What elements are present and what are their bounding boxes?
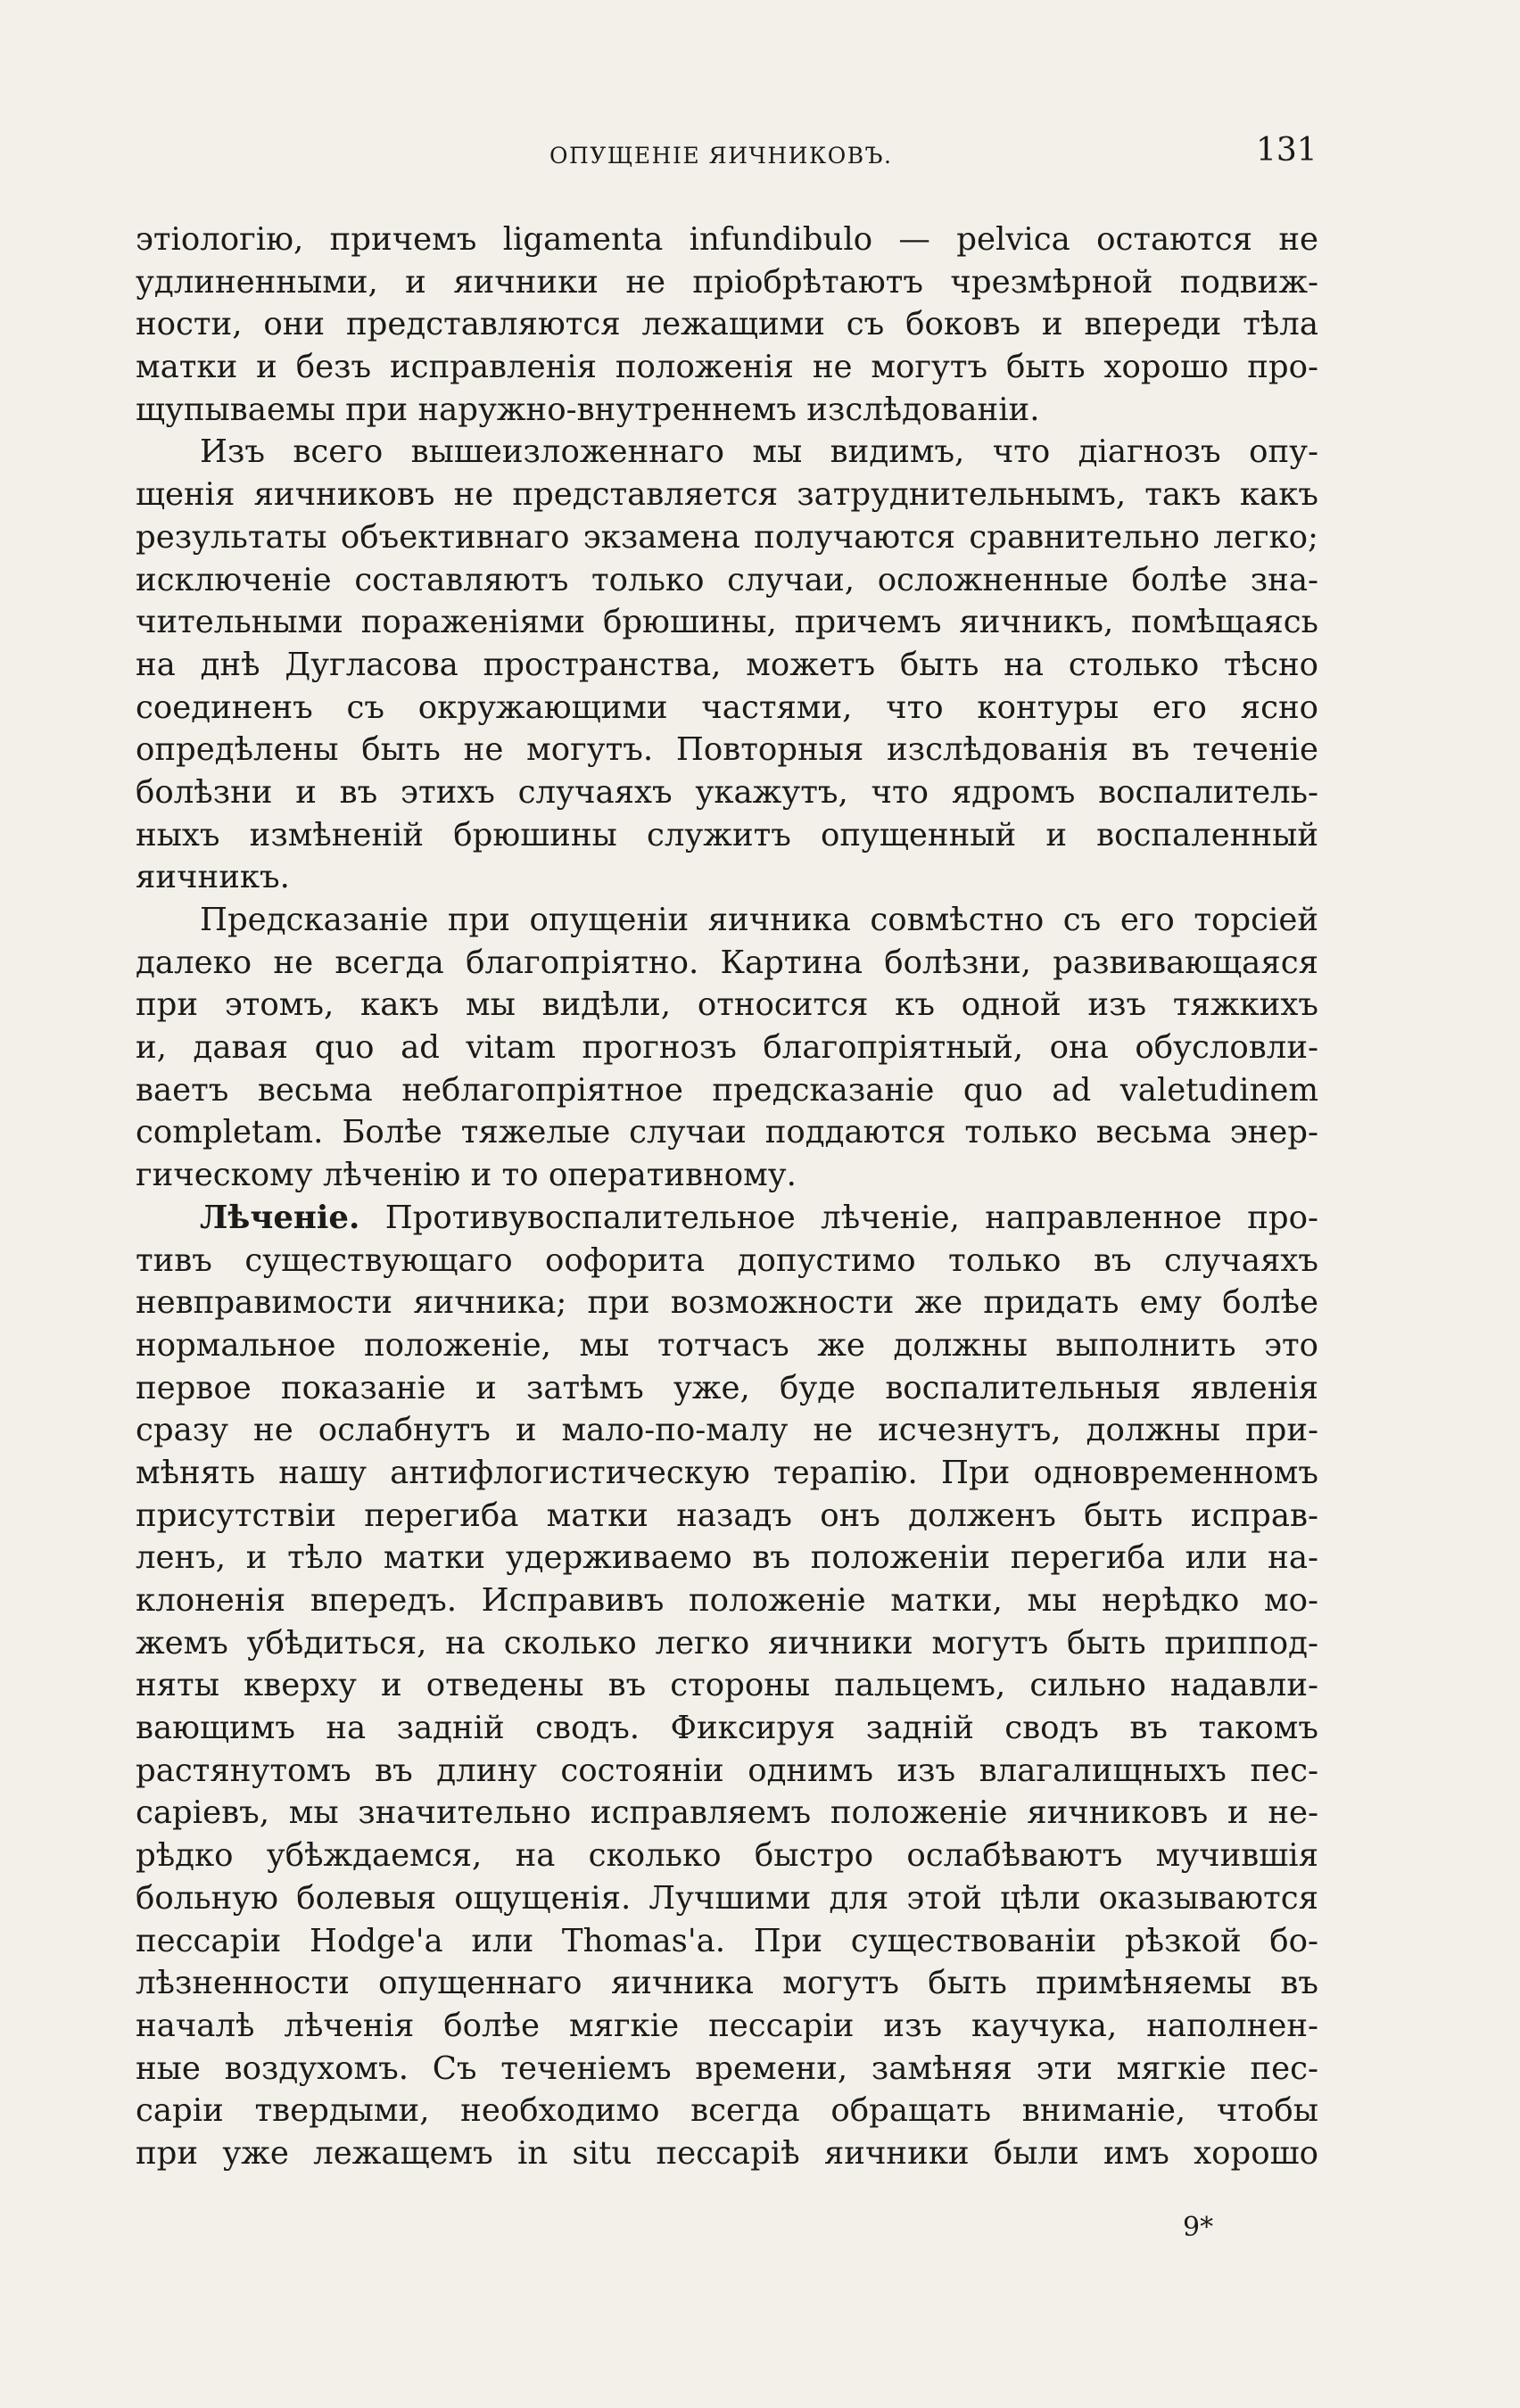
text-line: вающимъ на задній сводъ. Фиксируя задній сводъ въ такомъ	[136, 1710, 1318, 1747]
text-line: чительными пораженіями брюшины, причемъ яичникъ, помѣщаясь	[136, 604, 1318, 641]
text-line: яичникъ.	[136, 859, 290, 896]
text-line: щенія яичниковъ не представляется затруднительнымъ, такъ какъ	[136, 476, 1318, 514]
text-line: при этомъ, какъ мы видѣли, относится къ одной изъ тяжкихъ	[136, 986, 1318, 1024]
text-line: ности, они представляются лежащими съ боковъ и впереди тѣла	[136, 306, 1318, 343]
text-line: матки и безъ исправленія положенія не могутъ быть хорошо про-	[136, 349, 1318, 386]
text-line: ныхъ измѣненій брюшины служитъ опущенный и воспаленный	[136, 816, 1318, 854]
text-line: пессаріи Hodge'а или Thomas'а. При существованіи рѣзкой бо-	[136, 1922, 1318, 1959]
running-head	[0, 132, 1520, 177]
text-line: Противувоспалительное лѣченіе, направленное про-	[384, 1199, 1318, 1236]
text-line: и, давая quo ad vitam прогнозъ благопріятный, она обусловли-	[136, 1029, 1318, 1067]
text-line: ленъ, и тѣло матки удерживаемо въ положеніи перегиба или на-	[136, 1539, 1318, 1577]
text-line: саріевъ, мы значительно исправляемъ положеніе яичниковъ и не-	[136, 1794, 1318, 1832]
text-line: рѣдко убѣждаемся, на сколько быстро ослабѣваютъ мучившія	[136, 1837, 1318, 1875]
text-line: больную болевыя ощущенія. Лучшими для этой цѣли оказываются	[136, 1879, 1318, 1917]
text-line: этіологію, причемъ ligamenta infundibulo — pelvica остаются не	[136, 221, 1318, 258]
section-heading: Лѣченіе.	[200, 1199, 360, 1236]
text-line: невправимости яичника; при возможности же придать ему болѣе	[136, 1284, 1318, 1322]
text-line: соединенъ съ окружающими частями, что контуры его ясно	[136, 689, 1318, 726]
running-title: ОПУЩЕНІЕ ЯИЧНИКОВЪ.	[549, 143, 893, 169]
text-line: Изъ всего вышеизложеннаго мы видимъ, что діагнозъ опу-	[200, 433, 1318, 471]
text-line: сразу не ослабнутъ и мало-по-малу не исчезнутъ, должны при-	[136, 1412, 1318, 1449]
text-line: ваетъ весьма неблагопріятное предсказаніе quo ad valetudinem	[136, 1071, 1318, 1109]
text-line: щупываемы при наружно-внутреннемъ изслѣдованіи.	[136, 391, 1040, 428]
text-line: болѣзни и въ этихъ случаяхъ укажутъ, что ядромъ воспалитель-	[136, 773, 1318, 811]
text-line: клоненія впередъ. Исправивъ положеніе матки, мы нерѣдко мо-	[136, 1582, 1318, 1619]
body-text	[136, 219, 1318, 2175]
text-line: при уже лежащемъ in situ пессаріѣ яичники были имъ хорошо	[136, 2134, 1318, 2172]
text-line: на днѣ Дугласова пространства, можетъ быть на столько тѣсно	[136, 646, 1318, 683]
text-line: гическому лѣченію и то оперативному.	[136, 1157, 797, 1194]
text-line: ные воздухомъ. Съ теченіемъ времени, замѣняя эти мягкіе пес-	[136, 2049, 1318, 2087]
text-line: лѣзненности опущеннаго яичника могутъ быть примѣняемы въ	[136, 1965, 1318, 2002]
text-line: мѣнять нашу антифлогистическую терапію. При одновременномъ	[136, 1454, 1318, 1491]
text-line: исключеніе составляютъ только случаи, осложненные болѣе зна-	[136, 561, 1318, 598]
text-line: жемъ убѣдиться, на сколько легко яичники могутъ быть приппод-	[136, 1624, 1318, 1662]
text-line: присутствіи перегиба матки назадъ онъ долженъ быть исправ-	[136, 1497, 1318, 1534]
text-line: началѣ лѣченія болѣе мягкіе пессаріи изъ каучука, наполнен-	[136, 2007, 1318, 2044]
page-number: 131	[1256, 132, 1318, 169]
text-line: саріи твердыми, необходимо всегда обращать вниманіе, чтобы	[136, 2092, 1318, 2130]
text-line: далеко не всегда благопріятно. Картина болѣзни, развивающаяся	[136, 944, 1318, 981]
treatment-first-line	[136, 1197, 1318, 1240]
text-line: нормальное положеніе, мы тотчасъ же должны выполнить это	[136, 1326, 1318, 1364]
text-line: результаты объективнаго экзамена получаются сравнительно легко;	[136, 518, 1318, 556]
text-line: растянутомъ въ длину состояніи однимъ изъ влагалищныхъ пес-	[136, 1752, 1318, 1789]
text-line: completam. Болѣе тяжелые случаи поддаются только весьма энер-	[136, 1114, 1318, 1151]
text-line: Предсказаніе при опущеніи яичника совмѣстно съ его торсіей	[200, 902, 1318, 938]
text-line: удлиненными, и яичники не пріобрѣтаютъ чрезмѣрной подвиж-	[136, 263, 1318, 301]
text-line: первое показаніе и затѣмъ уже, буде воспалительныя явленія	[136, 1369, 1318, 1406]
text-line: няты кверху и отведены въ стороны пальцемъ, сильно надавли-	[136, 1667, 1318, 1704]
text-line: тивъ существующаго оофорита допустимо только въ случаяхъ	[136, 1241, 1318, 1279]
signature-mark: 9*	[1183, 2212, 1214, 2243]
text-line: опредѣлены быть не могутъ. Повторныя изслѣдованія въ теченіе	[136, 731, 1318, 769]
